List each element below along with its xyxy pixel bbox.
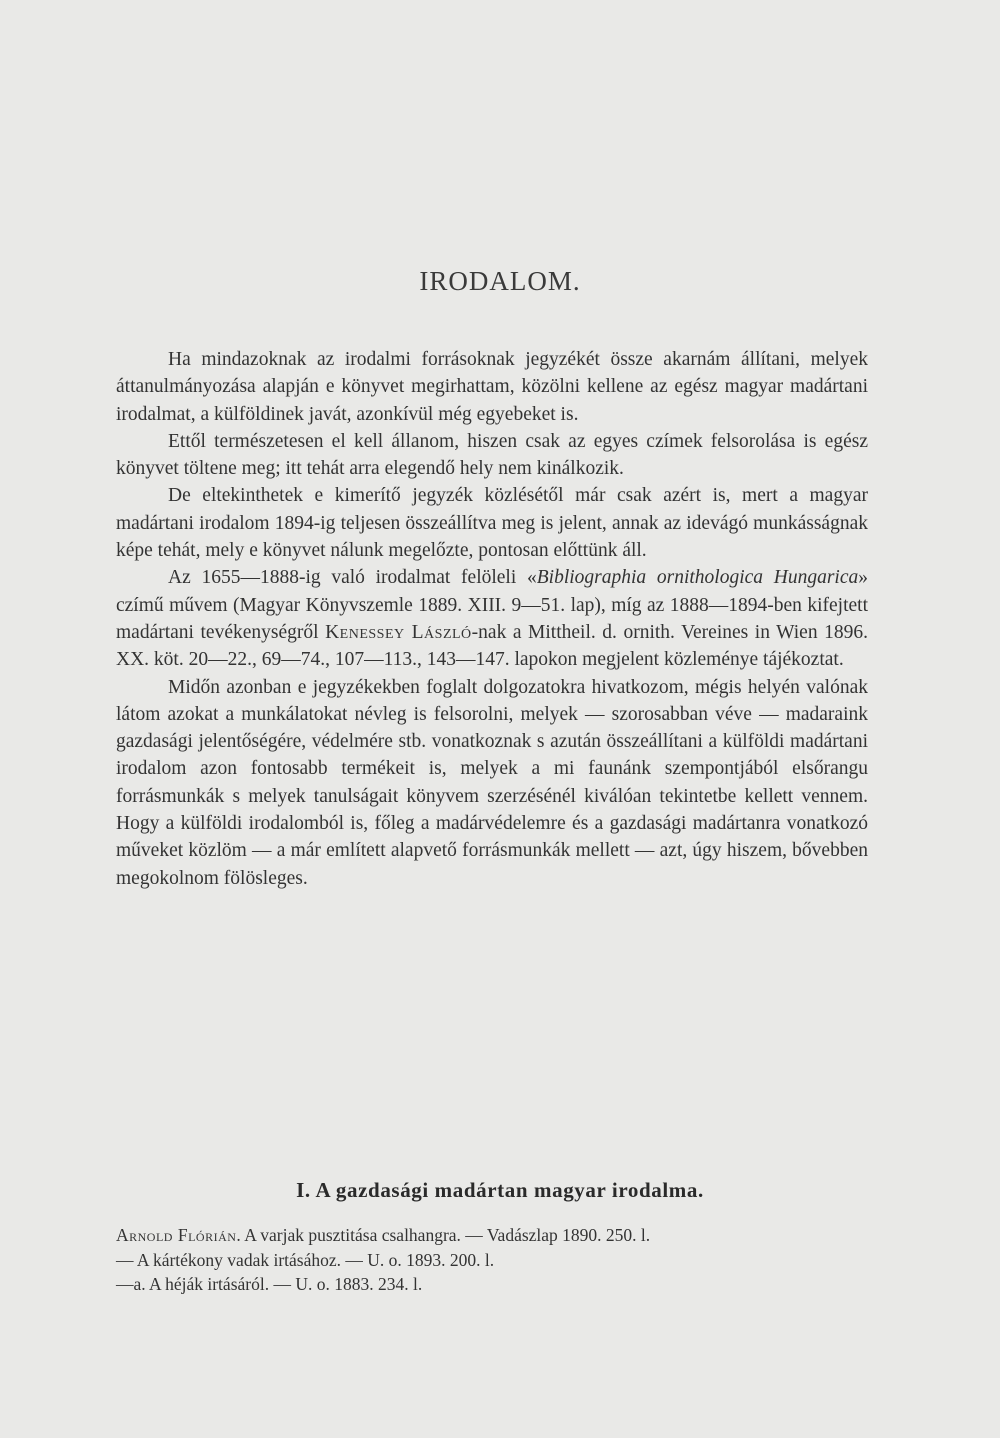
paragraph-3: De eltekinthetek e kimerítő jegyzék közlésétől már csak azért is, mert a magyar madártani irodalom 1894-ig teljesen összeállítva meg is jelent, annak az idevágó munkásságnak képe tehát, mely e könyvet nálunk megelőzte, pontosan előttünk áll. [116,485,868,562]
paragraph-1: Ha mindazoknak az irodalmi forrásoknak jegyzékét össze akarnám állítani, melyek áttanulmányozása alapján e könyvet megirhattam, közölni kellene az egész magyar madártani irodalmat, a külföldinek javát, azonkívül még egyebeket is. [116,349,868,425]
bibliography-title: Bibliographia ornithologica Hungarica [536,567,859,589]
page-title: IRODALOM. [419,266,581,296]
reference-list [116,1223,876,1297]
reference-author: Arnold Flórián [116,1225,237,1245]
reference-text: . A varjak pusztitása csalhangra. — Vadászlap 1890. 250. l. [236,1225,651,1245]
body-text [116,346,868,892]
reference-text: — A kártékony vadak irtásához. — U. o. 1893. 200. l. [116,1249,495,1270]
paragraph-4 [116,564,868,673]
paragraph-4-text-b: » czímű művem (Magyar Könyvszemle 1889. XIII. 9—51. lap), míg az 1888—1894-ben kifejtett madártani tevékenységről [116,567,868,643]
section-heading: I. A gazdasági madártan magyar irodalma. [296,1178,704,1202]
paragraph-4-text-a: Az 1655—1888-ig való irodalmat felöleli « [168,567,537,589]
reference-item [116,1223,876,1248]
paragraph-5: Midőn azonban e jegyzékekben foglalt dolgozatokra hivatkozom, mégis helyén valónak látom azokat a munkálatokat névleg is felsorolni, melyek — szorosabban véve — madaraink gazdasági jelentőségére, védelmére stb. vonatkoznak s azután összeállítani a külföldi madártani irodalom azon fontosabb termékeit is, melyek a mi faunánk szempontjából elsőrangu forrásmunkák s melyek tanulságait könyvem szerzésénél kiválóan tekintetbe kellett vennem. Hogy a külföldi irodalomból is, főleg a madárvédelemre és a gazdasági madártanra vonatkozó műveket közlöm — a már említett alapvető forrásmunkák mellett — azt, úgy hiszem, bővebben megokolnom fölösleges. [116,676,868,889]
reference-item [116,1272,876,1297]
paragraph-4-text-c: -nak a Mittheil. d. ornith. Vereines in Wien 1896. XX. köt. 20—22., 69—74., 107—113., 143—147. lapokon megjelent közleménye tájékoztat. [116,621,868,671]
paragraph-2: Ettől természetesen el kell állanom, hiszen csak az egyes czímek felsorolása is egész könyvet töltene meg; itt tehát arra elegendő hely nem kinálkozik. [116,430,868,480]
reference-text: —a. A héják irtásáról. — U. o. 1883. 234. l. [116,1274,423,1294]
author-name: Kenessey László [325,621,472,643]
reference-item [116,1248,876,1273]
